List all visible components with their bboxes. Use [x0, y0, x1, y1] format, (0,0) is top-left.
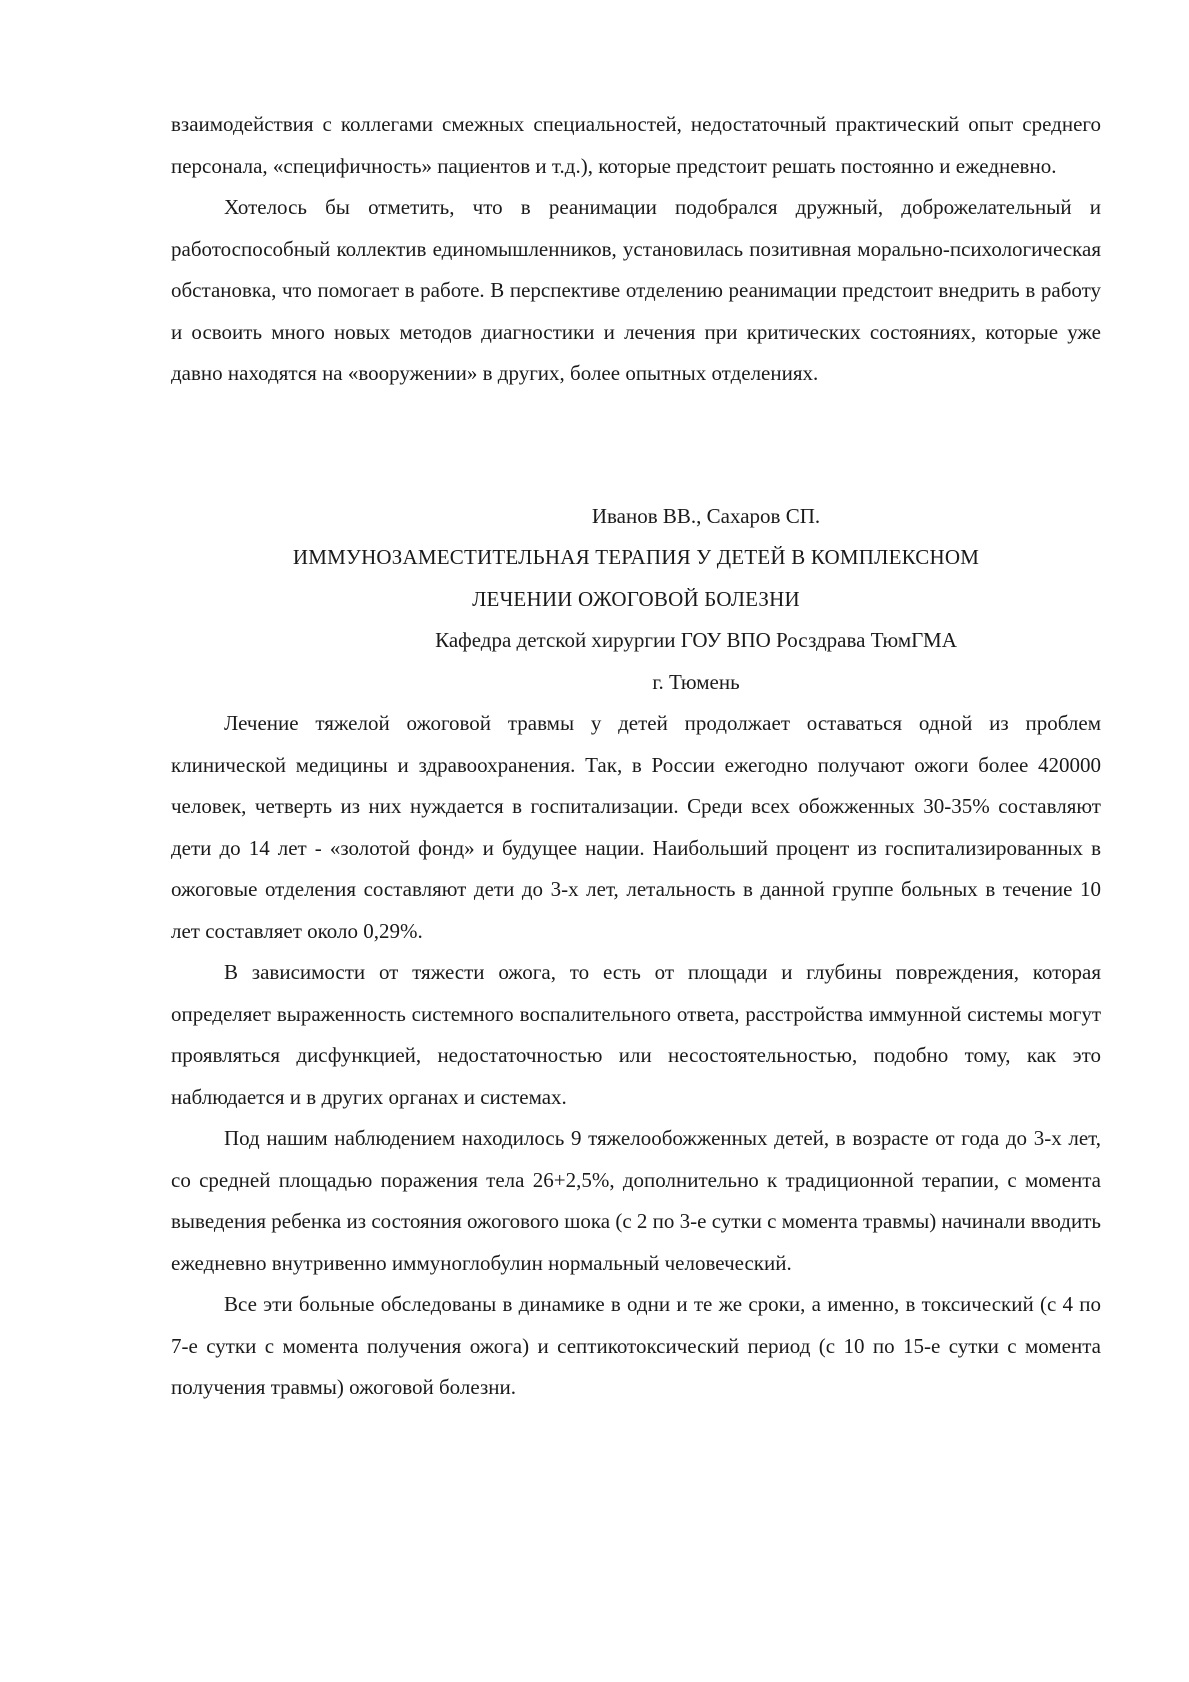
article-paragraph-3: Под нашим наблюдением находилось 9 тяжелообожженных детей, в возрасте от года до 3-х лет, со средней площадью поражения тела 26+2,5%, дополнительно к традиционной терапии, с момента выведения ребенка из состояния ожогового шока (с 2 по 3-е сутки с момента травмы) начинали вводить ежедневно внутривенно иммуноглобулин нормальный человеческий.: [171, 1126, 1101, 1275]
article-paragraph-4: Все эти больные обследованы в динамике в одни и те же сроки, а именно, в токсический (с 4 по 7-е сутки с момента получения ожога) и септикотоксический период (с 10 по 15-е сутки с момента получения травмы) ожоговой болезни.: [171, 1292, 1101, 1399]
article-paragraph-1: Лечение тяжелой ожоговой травмы у детей продолжает оставаться одной из проблем клинической медицины и здравоохранения. Так, в России ежегодно получают ожоги более 420000 человек, четверть из них нуждается в госпитализации. Среди всех обожженных 30-35% составляют дети до 14 лет - «золотой фонд» и будущее нации. Наибольший процент из госпитализированных в ожоговые отделения составляют дети до 3-х лет, летальность в данной группе больных в течение 10 лет составляет около 0,29%.: [171, 711, 1101, 943]
section-spacer: [171, 395, 1101, 496]
article-authors: Иванов ВВ., Сахаров СП.: [591, 503, 821, 528]
intro-paragraph-2: Хотелось бы отметить, что в реанимации подобрался дружный, доброжелательный и работоспособный коллектив единомышленников, установилась позитивная морально-психологическая обстановка, что помогает в работе. В перспективе отделению реанимации предстоит внедрить в работу и освоить много новых методов диагностики и лечения при критических состояниях, которые уже давно находятся на «вооружении» в других, более опытных отделениях.: [171, 195, 1101, 385]
article-title-line-2: ЛЕЧЕНИИ ОЖОГОВОЙ БОЛЕЗНИ: [472, 586, 800, 611]
document-page: [171, 104, 1101, 1409]
article-department: Кафедра детской хирургии ГОУ ВПО Росздрава ТюмГМА: [435, 628, 957, 652]
article-city: г. Тюмень: [652, 669, 740, 694]
intro-paragraph-1: взаимодействия с коллегами смежных специальностей, недостаточный практический опыт среднего персонала, «специфичность» пациентов и т.д.), которые предстоит решать постоянно и ежедневно.: [171, 112, 1101, 178]
article-paragraph-2: В зависимости от тяжести ожога, то есть от площади и глубины повреждения, которая определяет выраженность системного воспалительного ответа, расстройства иммунной системы могут проявляться дисфункцией, недостаточностью или несостоятельностью, подобно тому, как это наблюдается и в других органах и системах.: [171, 960, 1101, 1109]
article-title-line-1: ИММУНОЗАМЕСТИТЕЛЬНАЯ ТЕРАПИЯ У ДЕТЕЙ В КОМПЛЕКСНОМ: [292, 545, 980, 569]
